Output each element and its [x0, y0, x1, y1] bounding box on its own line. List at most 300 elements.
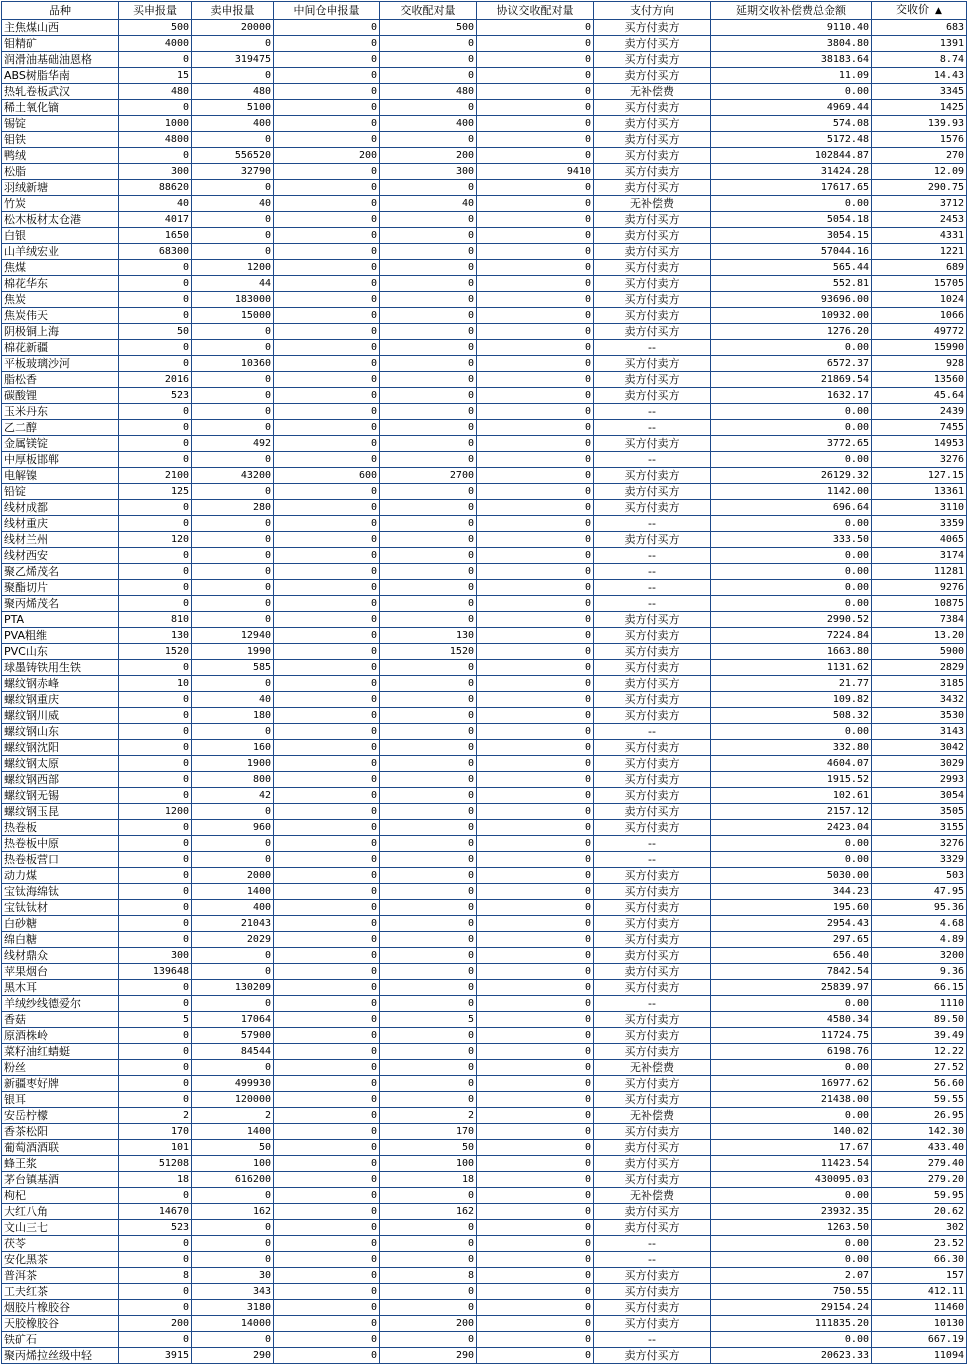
cell-delivery-price: 89.50	[872, 1012, 967, 1028]
cell-variety: 线材重庆	[2, 516, 119, 532]
cell-buy-declared: 14670	[119, 1204, 192, 1220]
cell-intermediate-declared: 0	[274, 324, 380, 340]
cell-delivery-price: 13361	[872, 484, 967, 500]
cell-buy-declared: 0	[119, 436, 192, 452]
cell-compensation-total: 3772.65	[711, 436, 872, 452]
cell-variety: 山羊绒宏业	[2, 244, 119, 260]
cell-sell-declared: 2029	[192, 932, 274, 948]
header-buy-declared[interactable]: 买申报量	[119, 2, 192, 20]
cell-sell-declared: 960	[192, 820, 274, 836]
cell-intermediate-declared: 0	[274, 1284, 380, 1300]
cell-sell-declared: 0	[192, 836, 274, 852]
cell-sell-declared: 0	[192, 996, 274, 1012]
cell-delivery-price: 10130	[872, 1316, 967, 1332]
cell-variety: 焦炭	[2, 292, 119, 308]
cell-delivery-price: 9276	[872, 580, 967, 596]
cell-agreement-matched: 0	[477, 1332, 594, 1348]
cell-delivery-price: 1391	[872, 36, 967, 52]
cell-delivery-price: 3155	[872, 820, 967, 836]
cell-compensation-total: 4604.07	[711, 756, 872, 772]
cell-delivery-matched: 0	[380, 404, 477, 420]
cell-delivery-matched: 0	[380, 228, 477, 244]
cell-delivery-matched: 0	[380, 708, 477, 724]
table-row	[2, 340, 967, 356]
cell-sell-declared: 343	[192, 1284, 274, 1300]
cell-payment-direction: --	[594, 420, 711, 436]
cell-variety: 热轧卷板武汉	[2, 84, 119, 100]
cell-agreement-matched: 0	[477, 596, 594, 612]
table-row	[2, 436, 967, 452]
cell-variety: 钼精矿	[2, 36, 119, 52]
cell-variety: 螺纹钢山东	[2, 724, 119, 740]
table-row	[2, 180, 967, 196]
cell-sell-declared: 0	[192, 372, 274, 388]
cell-agreement-matched: 0	[477, 980, 594, 996]
cell-variety: 螺纹钢重庆	[2, 692, 119, 708]
cell-intermediate-declared: 0	[274, 596, 380, 612]
table-row	[2, 692, 967, 708]
cell-payment-direction: --	[594, 580, 711, 596]
cell-payment-direction: 买方付卖方	[594, 788, 711, 804]
cell-delivery-matched: 0	[380, 276, 477, 292]
cell-delivery-matched: 480	[380, 84, 477, 100]
cell-intermediate-declared: 0	[274, 1140, 380, 1156]
table-row	[2, 1092, 967, 1108]
cell-agreement-matched: 0	[477, 532, 594, 548]
cell-delivery-price: 3359	[872, 516, 967, 532]
cell-buy-declared: 0	[119, 836, 192, 852]
sort-triangle-icon[interactable]: ▲	[935, 6, 942, 16]
cell-intermediate-declared: 0	[274, 1172, 380, 1188]
table-row	[2, 68, 967, 84]
cell-buy-declared: 40	[119, 196, 192, 212]
cell-intermediate-declared: 0	[274, 948, 380, 964]
cell-delivery-price: 3530	[872, 708, 967, 724]
cell-agreement-matched: 0	[477, 804, 594, 820]
cell-agreement-matched: 0	[477, 1316, 594, 1332]
cell-payment-direction: 卖方付买方	[594, 228, 711, 244]
table-row	[2, 1300, 967, 1316]
cell-delivery-price: 4331	[872, 228, 967, 244]
cell-intermediate-declared: 0	[274, 884, 380, 900]
cell-delivery-matched: 0	[380, 868, 477, 884]
cell-payment-direction: 卖方付买方	[594, 212, 711, 228]
cell-payment-direction: 卖方付买方	[594, 372, 711, 388]
cell-delivery-matched: 0	[380, 1188, 477, 1204]
cell-delivery-price: 2829	[872, 660, 967, 676]
cell-delivery-price: 59.95	[872, 1188, 967, 1204]
cell-delivery-matched: 0	[380, 852, 477, 868]
cell-variety: 安岳柠檬	[2, 1108, 119, 1124]
cell-delivery-price: 142.30	[872, 1124, 967, 1140]
cell-delivery-price: 47.95	[872, 884, 967, 900]
cell-agreement-matched: 0	[477, 1188, 594, 1204]
cell-intermediate-declared: 0	[274, 1348, 380, 1364]
cell-delivery-price: 4.68	[872, 916, 967, 932]
cell-sell-declared: 44	[192, 276, 274, 292]
cell-delivery-price: 56.60	[872, 1076, 967, 1092]
cell-delivery-matched: 0	[380, 452, 477, 468]
cell-compensation-total: 17617.65	[711, 180, 872, 196]
table-row	[2, 1204, 967, 1220]
cell-delivery-matched: 200	[380, 148, 477, 164]
cell-delivery-matched: 0	[380, 292, 477, 308]
cell-delivery-price: 15990	[872, 340, 967, 356]
cell-agreement-matched: 0	[477, 420, 594, 436]
header-agreement-matched[interactable]: 协议交收配对量	[477, 2, 594, 20]
cell-delivery-price: 9.36	[872, 964, 967, 980]
cell-compensation-total: 696.64	[711, 500, 872, 516]
cell-compensation-total: 10932.00	[711, 308, 872, 324]
cell-buy-declared: 68300	[119, 244, 192, 260]
cell-variety: 普洱茶	[2, 1268, 119, 1284]
cell-variety: PTA	[2, 612, 119, 628]
cell-delivery-price: 39.49	[872, 1028, 967, 1044]
cell-delivery-matched: 0	[380, 484, 477, 500]
cell-intermediate-declared: 0	[274, 388, 380, 404]
cell-compensation-total: 0.00	[711, 1188, 872, 1204]
cell-variety: 钼铁	[2, 132, 119, 148]
cell-sell-declared: 0	[192, 404, 274, 420]
table-row	[2, 820, 967, 836]
cell-agreement-matched: 0	[477, 276, 594, 292]
cell-sell-declared: 1990	[192, 644, 274, 660]
cell-payment-direction: 买方付卖方	[594, 692, 711, 708]
cell-delivery-price: 2453	[872, 212, 967, 228]
cell-compensation-total: 0.00	[711, 340, 872, 356]
cell-delivery-price: 3054	[872, 788, 967, 804]
table-row	[2, 628, 967, 644]
cell-intermediate-declared: 0	[274, 1028, 380, 1044]
cell-sell-declared: 0	[192, 244, 274, 260]
cell-delivery-matched: 500	[380, 20, 477, 36]
cell-agreement-matched: 0	[477, 324, 594, 340]
cell-buy-declared: 0	[119, 1092, 192, 1108]
cell-variety: 螺纹钢玉昆	[2, 804, 119, 820]
cell-intermediate-declared: 0	[274, 20, 380, 36]
cell-agreement-matched: 0	[477, 580, 594, 596]
cell-sell-declared: 17064	[192, 1012, 274, 1028]
cell-variety: 聚乙烯茂名	[2, 564, 119, 580]
cell-delivery-matched: 0	[380, 724, 477, 740]
cell-agreement-matched: 0	[477, 340, 594, 356]
cell-sell-declared: 585	[192, 660, 274, 676]
cell-intermediate-declared: 0	[274, 1236, 380, 1252]
table-row	[2, 1076, 967, 1092]
cell-agreement-matched: 0	[477, 388, 594, 404]
cell-delivery-price: 11460	[872, 1300, 967, 1316]
table-row	[2, 1028, 967, 1044]
cell-agreement-matched: 0	[477, 916, 594, 932]
cell-delivery-matched: 0	[380, 244, 477, 260]
cell-payment-direction: 卖方付买方	[594, 964, 711, 980]
cell-intermediate-declared: 0	[274, 1060, 380, 1076]
cell-intermediate-declared: 0	[274, 628, 380, 644]
cell-agreement-matched: 0	[477, 1076, 594, 1092]
cell-variety: 羊绒纱线德爱尔	[2, 996, 119, 1012]
cell-delivery-price: 10875	[872, 596, 967, 612]
cell-delivery-matched: 0	[380, 1220, 477, 1236]
cell-sell-declared: 30	[192, 1268, 274, 1284]
cell-delivery-price: 667.19	[872, 1332, 967, 1348]
cell-compensation-total: 7842.54	[711, 964, 872, 980]
cell-delivery-price: 3345	[872, 84, 967, 100]
cell-delivery-price: 433.40	[872, 1140, 967, 1156]
cell-delivery-matched: 0	[380, 1028, 477, 1044]
cell-payment-direction: 买方付卖方	[594, 1044, 711, 1060]
cell-agreement-matched: 0	[477, 180, 594, 196]
cell-intermediate-declared: 600	[274, 468, 380, 484]
cell-variety: 茅台镇基酒	[2, 1172, 119, 1188]
cell-payment-direction: 卖方付买方	[594, 1156, 711, 1172]
cell-delivery-price: 3276	[872, 452, 967, 468]
cell-sell-declared: 130209	[192, 980, 274, 996]
header-intermediate-declared[interactable]: 中间仓申报量	[274, 2, 380, 20]
table-row	[2, 1236, 967, 1252]
cell-intermediate-declared: 0	[274, 116, 380, 132]
cell-intermediate-declared: 0	[274, 708, 380, 724]
table-row	[2, 724, 967, 740]
cell-payment-direction: 无补偿费	[594, 84, 711, 100]
cell-variety: 锡锭	[2, 116, 119, 132]
cell-compensation-total: 3054.15	[711, 228, 872, 244]
cell-payment-direction: 卖方付买方	[594, 1348, 711, 1364]
cell-payment-direction: 卖方付买方	[594, 68, 711, 84]
cell-buy-declared: 2100	[119, 468, 192, 484]
cell-intermediate-declared: 0	[274, 1156, 380, 1172]
header-row	[2, 2, 967, 20]
table-row	[2, 1348, 967, 1364]
header-delivery-matched[interactable]: 交收配对量	[380, 2, 477, 20]
cell-agreement-matched: 0	[477, 452, 594, 468]
cell-sell-declared: 0	[192, 1220, 274, 1236]
cell-delivery-price: 157	[872, 1268, 967, 1284]
cell-compensation-total: 552.81	[711, 276, 872, 292]
cell-variety: 粉丝	[2, 1060, 119, 1076]
cell-variety: 中厚板邯郸	[2, 452, 119, 468]
cell-buy-declared: 0	[119, 1252, 192, 1268]
cell-payment-direction: 买方付卖方	[594, 772, 711, 788]
header-variety[interactable]: 品种	[2, 2, 119, 20]
cell-intermediate-declared: 0	[274, 1092, 380, 1108]
cell-delivery-price: 3042	[872, 740, 967, 756]
cell-delivery-price: 2439	[872, 404, 967, 420]
cell-payment-direction: 卖方付买方	[594, 804, 711, 820]
cell-delivery-matched: 0	[380, 436, 477, 452]
cell-compensation-total: 21.77	[711, 676, 872, 692]
cell-payment-direction: 卖方付买方	[594, 180, 711, 196]
table-row	[2, 836, 967, 852]
cell-buy-declared: 120	[119, 532, 192, 548]
cell-intermediate-declared: 0	[274, 1268, 380, 1284]
cell-delivery-price: 1066	[872, 308, 967, 324]
cell-delivery-price: 5900	[872, 644, 967, 660]
cell-variety: 苹果烟台	[2, 964, 119, 980]
cell-buy-declared: 500	[119, 20, 192, 36]
cell-payment-direction: 买方付卖方	[594, 292, 711, 308]
cell-delivery-price: 8.74	[872, 52, 967, 68]
cell-buy-declared: 0	[119, 980, 192, 996]
cell-buy-declared: 51208	[119, 1156, 192, 1172]
cell-buy-declared: 0	[119, 1284, 192, 1300]
header-compensation-total[interactable]: 延期交收补偿费总金额	[711, 2, 872, 20]
cell-compensation-total: 21869.54	[711, 372, 872, 388]
cell-sell-declared: 556520	[192, 148, 274, 164]
cell-agreement-matched: 0	[477, 660, 594, 676]
cell-compensation-total: 21438.00	[711, 1092, 872, 1108]
cell-sell-declared: 20000	[192, 20, 274, 36]
cell-payment-direction: --	[594, 452, 711, 468]
cell-sell-declared: 1900	[192, 756, 274, 772]
cell-variety: 螺纹钢赤峰	[2, 676, 119, 692]
cell-delivery-matched: 0	[380, 68, 477, 84]
cell-agreement-matched: 0	[477, 148, 594, 164]
cell-compensation-total: 0.00	[711, 580, 872, 596]
cell-sell-declared: 43200	[192, 468, 274, 484]
cell-delivery-matched: 0	[380, 676, 477, 692]
table-row	[2, 1252, 967, 1268]
cell-agreement-matched: 0	[477, 308, 594, 324]
cell-payment-direction: 买方付卖方	[594, 756, 711, 772]
cell-delivery-matched: 400	[380, 116, 477, 132]
cell-agreement-matched: 0	[477, 212, 594, 228]
cell-buy-declared: 0	[119, 308, 192, 324]
cell-delivery-matched: 18	[380, 1172, 477, 1188]
cell-compensation-total: 0.00	[711, 1236, 872, 1252]
cell-variety: 金属镁锭	[2, 436, 119, 452]
cell-buy-declared: 0	[119, 724, 192, 740]
cell-agreement-matched: 0	[477, 964, 594, 980]
cell-agreement-matched: 0	[477, 1252, 594, 1268]
cell-payment-direction: 买方付卖方	[594, 468, 711, 484]
cell-agreement-matched: 0	[477, 692, 594, 708]
cell-variety: 焦炭伟天	[2, 308, 119, 324]
cell-payment-direction: 买方付卖方	[594, 436, 711, 452]
cell-payment-direction: 买方付卖方	[594, 708, 711, 724]
cell-buy-declared: 200	[119, 1316, 192, 1332]
table-body	[2, 20, 967, 1364]
cell-delivery-price: 3505	[872, 804, 967, 820]
cell-variety: 黑木耳	[2, 980, 119, 996]
cell-intermediate-declared: 0	[274, 644, 380, 660]
cell-variety: 润滑油基础油恩格	[2, 52, 119, 68]
cell-buy-declared: 1000	[119, 116, 192, 132]
cell-delivery-price: 412.11	[872, 1284, 967, 1300]
table-row	[2, 596, 967, 612]
cell-intermediate-declared: 0	[274, 772, 380, 788]
cell-sell-declared: 0	[192, 452, 274, 468]
cell-compensation-total: 11724.75	[711, 1028, 872, 1044]
header-sell-declared[interactable]: 卖申报量	[192, 2, 274, 20]
cell-compensation-total: 26129.32	[711, 468, 872, 484]
cell-variety: 脂松香	[2, 372, 119, 388]
cell-payment-direction: 卖方付买方	[594, 1140, 711, 1156]
cell-compensation-total: 574.08	[711, 116, 872, 132]
cell-intermediate-declared: 0	[274, 900, 380, 916]
cell-buy-declared: 0	[119, 452, 192, 468]
cell-variety: 白砂糖	[2, 916, 119, 932]
cell-compensation-total: 333.50	[711, 532, 872, 548]
cell-buy-declared: 1650	[119, 228, 192, 244]
cell-compensation-total: 0.00	[711, 1332, 872, 1348]
cell-delivery-matched: 0	[380, 1300, 477, 1316]
cell-delivery-matched: 0	[380, 740, 477, 756]
cell-payment-direction: 无补偿费	[594, 196, 711, 212]
header-payment-direction[interactable]: 支付方向	[594, 2, 711, 20]
cell-agreement-matched: 0	[477, 52, 594, 68]
cell-buy-declared: 300	[119, 164, 192, 180]
cell-payment-direction: 买方付卖方	[594, 884, 711, 900]
cell-payment-direction: 买方付卖方	[594, 100, 711, 116]
cell-agreement-matched: 0	[477, 260, 594, 276]
cell-variety: 竹炭	[2, 196, 119, 212]
cell-compensation-total: 11423.54	[711, 1156, 872, 1172]
cell-intermediate-declared: 0	[274, 692, 380, 708]
cell-buy-declared: 0	[119, 564, 192, 580]
cell-agreement-matched: 0	[477, 900, 594, 916]
cell-payment-direction: 买方付卖方	[594, 1092, 711, 1108]
cell-variety: 阴极铜上海	[2, 324, 119, 340]
cell-agreement-matched: 0	[477, 564, 594, 580]
cell-compensation-total: 0.00	[711, 996, 872, 1012]
cell-delivery-price: 270	[872, 148, 967, 164]
cell-variety: 螺纹钢无锡	[2, 788, 119, 804]
cell-buy-declared: 139648	[119, 964, 192, 980]
cell-intermediate-declared: 0	[274, 1188, 380, 1204]
cell-compensation-total: 297.65	[711, 932, 872, 948]
cell-buy-declared: 0	[119, 852, 192, 868]
cell-delivery-matched: 0	[380, 548, 477, 564]
cell-compensation-total: 195.60	[711, 900, 872, 916]
cell-delivery-matched: 0	[380, 836, 477, 852]
cell-sell-declared: 0	[192, 596, 274, 612]
cell-intermediate-declared: 0	[274, 244, 380, 260]
cell-variety: 电解镍	[2, 468, 119, 484]
cell-sell-declared: 0	[192, 612, 274, 628]
cell-delivery-matched: 130	[380, 628, 477, 644]
cell-sell-declared: 3180	[192, 1300, 274, 1316]
header-delivery-price[interactable]: 交收价 ▲	[872, 2, 967, 20]
cell-payment-direction: 买方付卖方	[594, 1316, 711, 1332]
cell-variety: 热卷板营口	[2, 852, 119, 868]
cell-compensation-total: 38183.64	[711, 52, 872, 68]
cell-compensation-total: 17.67	[711, 1140, 872, 1156]
cell-payment-direction: 买方付卖方	[594, 932, 711, 948]
table-row	[2, 996, 967, 1012]
cell-intermediate-declared: 0	[274, 852, 380, 868]
cell-variety: 原酒株岭	[2, 1028, 119, 1044]
cell-intermediate-declared: 0	[274, 420, 380, 436]
cell-delivery-price: 3143	[872, 724, 967, 740]
cell-intermediate-declared: 0	[274, 228, 380, 244]
cell-intermediate-declared: 0	[274, 484, 380, 500]
table-row	[2, 452, 967, 468]
cell-delivery-matched: 0	[380, 516, 477, 532]
cell-compensation-total: 0.00	[711, 836, 872, 852]
cell-delivery-price: 59.55	[872, 1092, 967, 1108]
cell-agreement-matched: 0	[477, 1284, 594, 1300]
cell-delivery-price: 7384	[872, 612, 967, 628]
cell-compensation-total: 0.00	[711, 196, 872, 212]
cell-compensation-total: 430095.03	[711, 1172, 872, 1188]
cell-delivery-price: 4065	[872, 532, 967, 548]
cell-sell-declared: 0	[192, 852, 274, 868]
cell-delivery-matched: 0	[380, 532, 477, 548]
cell-buy-declared: 18	[119, 1172, 192, 1188]
cell-compensation-total: 2157.12	[711, 804, 872, 820]
cell-buy-declared: 4017	[119, 212, 192, 228]
cell-agreement-matched: 0	[477, 996, 594, 1012]
